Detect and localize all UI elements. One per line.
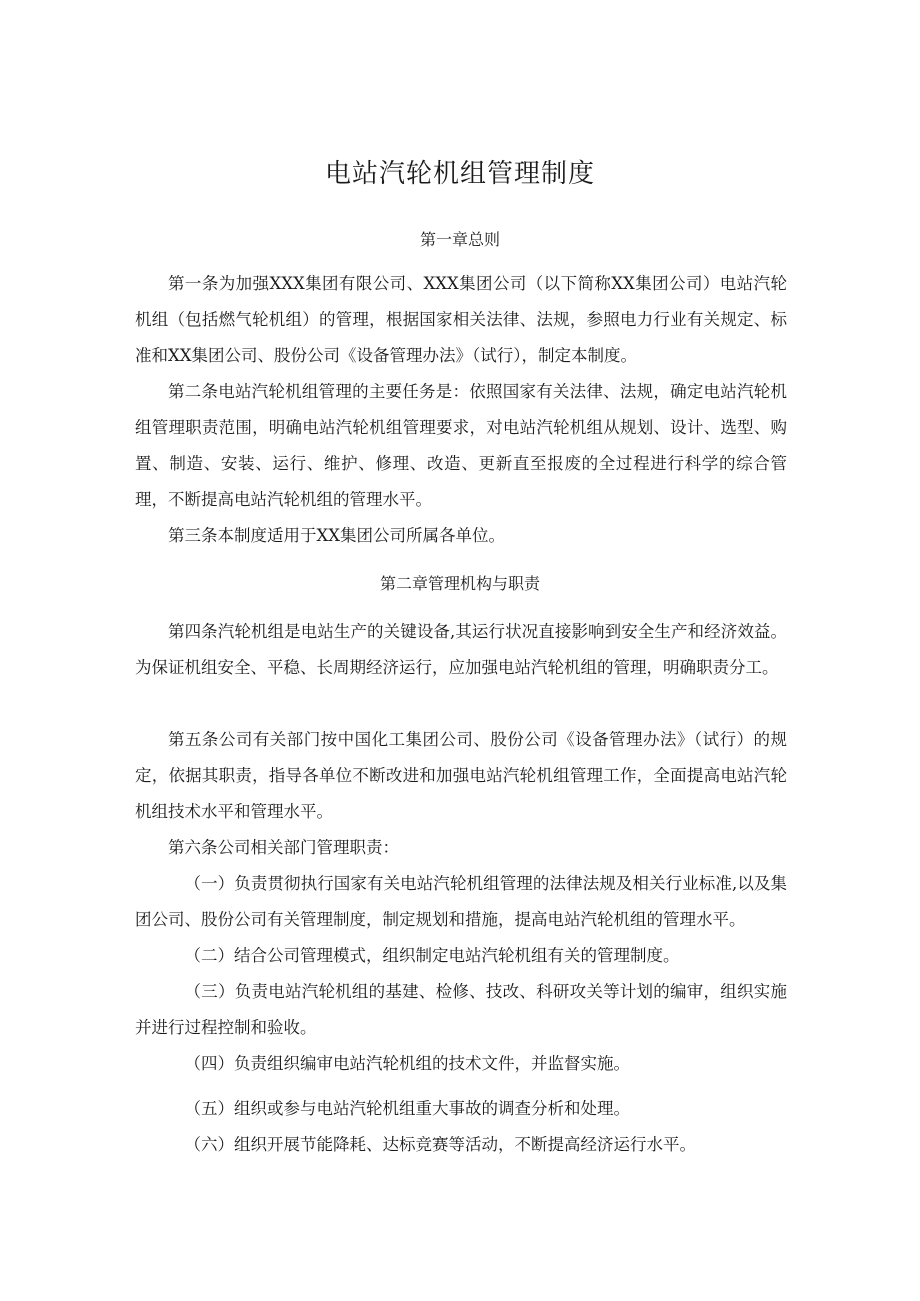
- duty-item-2: （二）结合公司管理模式，组织制定电站汽轮机组有关的管理制度。: [184, 946, 680, 965]
- chapter-1-heading: 第一章总则: [419, 230, 500, 249]
- article-3: 第三条本制度适用于XX集团公司所属各单位。: [168, 526, 505, 545]
- article-2: 第二条电站汽轮机组管理的主要任务是：依照国家有关法律、法规，确定电站汽轮机组管理职责范围，明确电站汽轮机组管理要求，对电站汽轮机组从规划、设计、选型、购置、制造、安装、运行、维护、修理、改造、更新直至报废的全过程进行科学的综合管理，不断提高电站汽轮机组的管理水平。: [135, 382, 787, 509]
- duty-item-3: （三）负责电站汽轮机组的基建、检修、技改、科研攻关等计划的编审，组织实施并进行过程控制和验收。: [135, 982, 787, 1037]
- article-6: 第六条公司相关部门管理职责：: [168, 838, 399, 857]
- document-title: 电站汽轮机组管理制度: [324, 159, 595, 189]
- chapter-2-heading: 第二章管理机构与职责: [379, 574, 540, 593]
- duty-item-1: （一）负责贯彻执行国家有关电站汽轮机组管理的法律法规及相关行业标准,以及集团公司、股份公司有关管理制度，制定规划和措施，提高电站汽轮机组的管理水平。: [135, 874, 787, 929]
- duty-item-4: （四）负责组织编审电站汽轮机组的技术文件，并监督实施。: [184, 1054, 630, 1073]
- article-4: 第四条汽轮机组是电站生产的关键设备,其运行状况直接影响到安全生产和经济效益。为保证机组安全、平稳、长周期经济运行，应加强电站汽轮机组的管理，明确职责分工。: [135, 622, 787, 677]
- duty-item-5: （五）组织或参与电站汽轮机组重大事故的调查分析和处理。: [184, 1099, 630, 1118]
- duty-item-6: （六）组织开展节能降耗、达标竞赛等活动，不断提高经济运行水平。: [184, 1135, 696, 1154]
- article-5: 第五条公司有关部门按中国化工集团公司、股份公司《设备管理办法》（试行）的规定，依据其职责，指导各单位不断改进和加强电站汽轮机组管理工作，全面提高电站汽轮机组技术水平和管理水平。: [135, 730, 787, 821]
- article-1: 第一条为加强XXX集团有限公司、XXX集团公司（以下简称XX集团公司）电站汽轮机组（包括燃气轮机组）的管理，根据国家相关法律、法规，参照电力行业有关规定、标准和XX集团公司、股份公司《设备管理办法》（试行），制定本制度。: [135, 274, 787, 365]
